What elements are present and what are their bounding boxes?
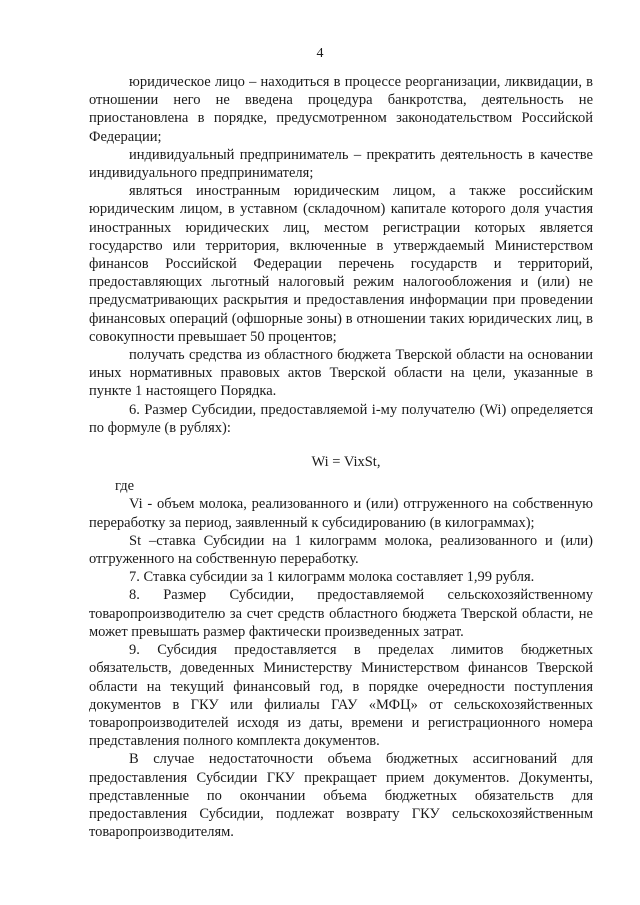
- paragraph-legal-entity: юридическое лицо – находиться в процессе реорганизации, ликвидации, в отношении него не введена процедура банкротства, деятельность не приостановлена в порядке, предусмотренном законодательством Российской Федерации;: [89, 74, 593, 145]
- document-body: [89, 73, 593, 841]
- paragraph-individual-entrepreneur: индивидуальный предприниматель – прекратить деятельность в качестве индивидуального предпринимателя;: [89, 146, 593, 182]
- paragraph-item-7: 7. Ставка субсидии за 1 килограмм молока составляет 1,99 рубля.: [129, 569, 535, 586]
- where-label: где: [115, 478, 135, 495]
- paragraph-foreign-entity: являться иностранным юридическим лицом, а также российским юридическим лицом, в уставном (складочном) капитале которого доля участия иностранных юридических лиц, местом регистрации которых является государство или территория, включенные в утверждаемый Министерством финансов Российской Федерации перечень государств и территорий, предоставляющих льготный налоговый режим налогообложения и (или) не предусматривающих раскрытия и предоставления информации при проведении финансовых операций (офшорные зоны) в отношении таких юридических лиц, в совокупности превышает 50 процентов;: [89, 183, 593, 345]
- definition-st: St –ставка Субсидии на 1 килограмм молока, реализованного и (или) отгруженного на собственную переработку.: [89, 532, 593, 568]
- definition-vi: Vi - объем молока, реализованного и (или) отгруженного на собственную переработку за период, заявленный к субсидированию (в килограммах);: [89, 496, 593, 531]
- paragraph-item-9: 9. Субсидия предоставляется в пределах лимитов бюджетных обязательств, доведенных Министерству Министерством финансов Тверской области на текущий финансовый год, в порядке очередности поступления документов в ГКУ или филиалы ГАУ «МФЦ» от сельскохозяйственных товаропроизводителей исходя из даты, времени и регистрационного номера представления полного комплекта документов.: [89, 642, 593, 750]
- page-number: 4: [316, 46, 324, 61]
- paragraph-item-6: 6. Размер Субсидии, предоставляемой i-му получателю (Wi) определяется по формуле (в рублях):: [89, 401, 593, 436]
- paragraph-regional-budget: получать средства из областного бюджета Тверской области на основании иных нормативных правовых актов Тверской области на цели, указанные в пункте 1 настоящего Порядка.: [89, 347, 593, 400]
- formula: Wi = VixSt,: [311, 454, 381, 471]
- paragraph-item-8: 8. Размер Субсидии, предоставляемой сельскохозяйственному товаропроизводителю за счет средств областного бюджета Тверской области, не может превышать размер фактически произведенных затрат.: [89, 587, 593, 640]
- paragraph-insufficient-funds: В случае недостаточности объема бюджетных ассигнований для предоставления Субсидии ГКУ прекращает прием документов. Документы, представленные по окончании объема бюджетных обязательств для предоставления Субсидии, подлежат возврату ГКУ сельскохозяйственным товаропроизводителям.: [89, 751, 593, 841]
